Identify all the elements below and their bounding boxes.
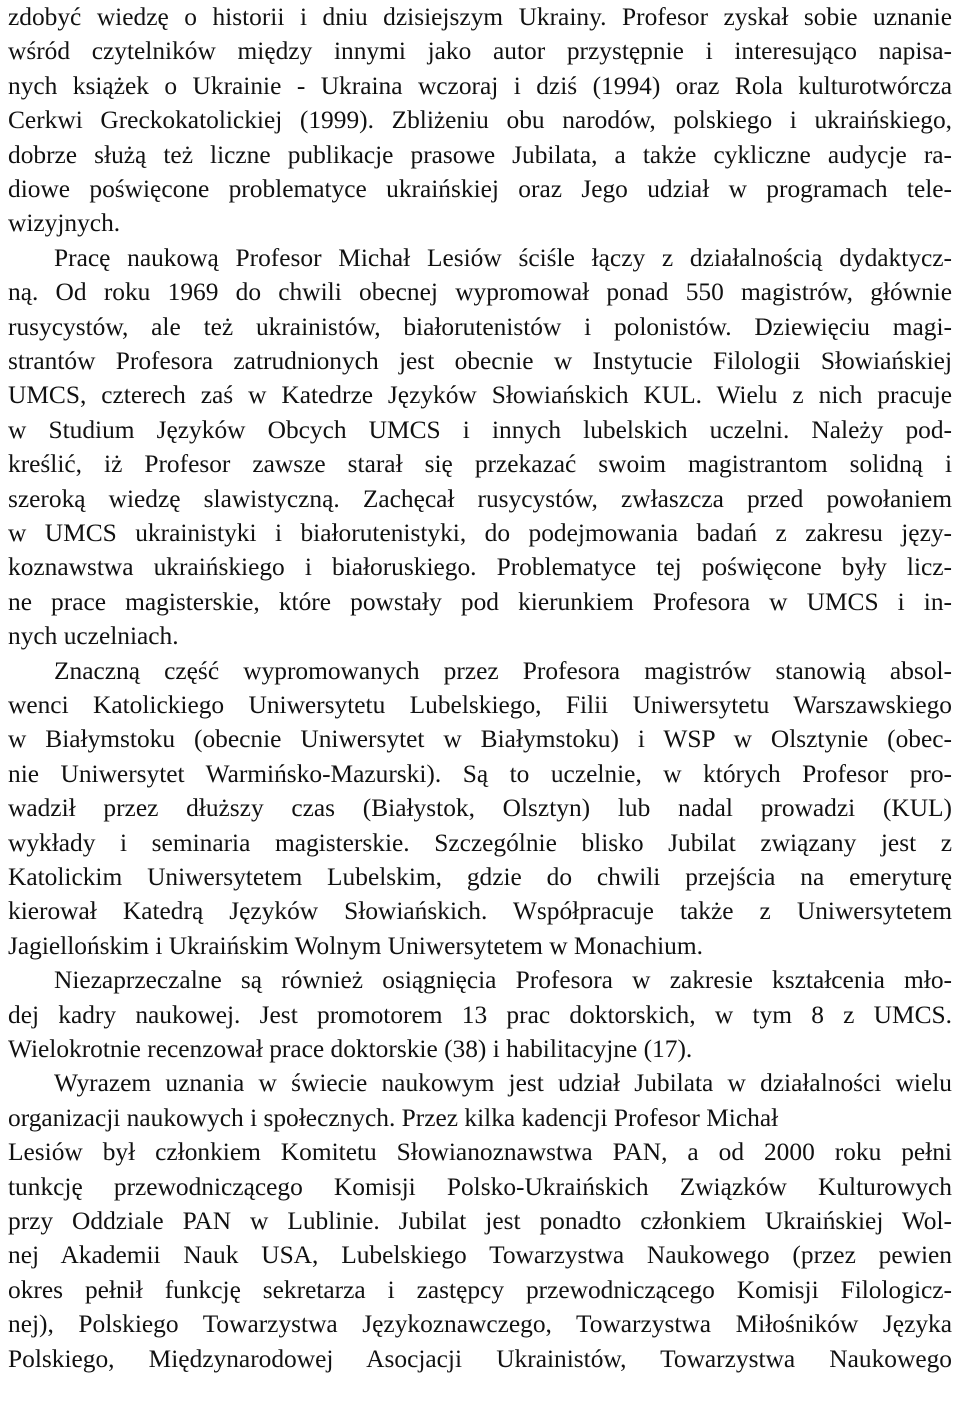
text-line: Jagiellońskim i Ukraińskim Wolnym Uniwersytetem w Monachium. <box>8 931 703 960</box>
text-line: wśród czytelników między innymi jako autor przystępnie i interesująco napisa- <box>8 37 952 66</box>
text-line: nie Uniwersytet Warmińsko-Mazurski). Są to uczelnie, w których Profesor pro- <box>8 759 952 788</box>
text-line: nych uczelniach. <box>8 622 179 651</box>
text-line: nej), Polskiego Towarzystwa Językoznawczego, Towarzystwa Miłośników Języka <box>8 1310 952 1339</box>
text-line: nych książek o Ukrainie - Ukraina wczoraj i dziś (1994) oraz Rola kulturotwórcza <box>8 71 952 100</box>
text-line: w Białymstoku (obecnie Uniwersytet w Białymstoku) i WSP w Olsztynie (obec- <box>8 725 952 754</box>
text-line: wenci Katolickiego Uniwersytetu Lubelskiego, Filii Uniwersytetu Warszawskiego <box>8 691 952 719</box>
text-line: Katolickim Uniwersytetem Lubelskim, gdzie do chwili przejścia na emeryturę <box>8 863 952 891</box>
text-line: w Studium Języków Obcych UMCS i innych lubelskich uczelni. Należy pod- <box>8 415 952 444</box>
text-line: diowe poświęcone problematyce ukraińskiej oraz Jego udział w programach tele- <box>8 175 952 203</box>
text-line: Wyrazem uznania w świecie naukowym jest udział Jubilata w działalności wielu <box>54 1069 952 1098</box>
text-line: okres pełnił funkcję sekretarza i zastępcy przewodniczącego Komisji Filologicz- <box>8 1275 952 1304</box>
text-line: rusycystów, ale też ukrainistów, białorutenistów i polonistów. Dziewięciu magi- <box>8 312 952 341</box>
text-line: Niezaprzeczalne są również osiągnięcia Profesora w zakresie kształcenia mło- <box>54 966 952 995</box>
text-line: szeroką wiedzę slawistyczną. Zachęcał rusycystów, zwłaszcza przed powołaniem <box>8 484 952 513</box>
text-line: koznawstwa ukraińskiego i białoruskiego. Problematyce tej poświęcone były licz- <box>8 553 952 582</box>
text-line: nej Akademii Nauk USA, Lubelskiego Towarzystwa Naukowego (przez pewien <box>8 1241 952 1270</box>
text-line: dej kadry naukowej. Jest promotorem 13 prac doktorskich, w tym 8 z UMCS. <box>8 1000 952 1029</box>
text-line: Cerkwi Greckokatolickiej (1999). Zbliżeniu obu narodów, polskiego i ukraińskiego, <box>8 106 952 135</box>
text-line: Polskiego, Międzynarodowej Asocjacji Ukrainistów, Towarzystwa Naukowego <box>8 1344 952 1373</box>
text-line: Lesiów był członkiem Komitetu Słowianoznawstwa PAN, a od 2000 roku pełni <box>8 1138 952 1167</box>
text-line: Wielokrotnie recenzował prace doktorskie (38) i habilitacyjne (17). <box>8 1035 693 1063</box>
text-line: ną. Od roku 1969 do chwili obecnej wypromował ponad 550 magistrów, głównie <box>8 278 952 307</box>
text-line: w UMCS ukrainistyki i białorutenistyki, do podejmowania badań z zakresu języ- <box>8 519 952 547</box>
text-line: organizacji naukowych i społecznych. Przez kilka kadencji Profesor Michał <box>8 1103 779 1132</box>
text-line: Pracę naukową Profesor Michał Lesiów ściśle łączy z działalnością dydaktycz- <box>54 243 952 272</box>
text-line: kierował Katedrą Języków Słowiańskich. Współpracuje także z Uniwersytetem <box>8 897 952 926</box>
text-line: wykłady i seminaria magisterskie. Szczególnie blisko Jubilat związany jest z <box>8 828 952 857</box>
text-line: wadził przez dłuższy czas (Białystok, Olsztyn) lub nadal prowadzi (KUL) <box>8 794 952 823</box>
text-line: tunkcję przewodniczącego Komisji Polsko-Ukraińskich Związków Kulturowych <box>8 1172 952 1201</box>
text-line: Znaczną część wypromowanych przez Profesora magistrów stanowią absol- <box>54 656 952 685</box>
text-line: UMCS, czterech zaś w Katedrze Języków Słowiańskich KUL. Wielu z nich pracuje <box>8 381 952 410</box>
text-line: wizyjnych. <box>8 209 121 238</box>
text-line: kreślić, iż Profesor zawsze starał się przekazać swoim magistrantom solidną i <box>8 450 952 479</box>
text-line: zdobyć wiedzę o historii i dniu dzisiejszym Ukrainy. Profesor zyskał sobie uznanie <box>8 3 952 31</box>
text-line: strantów Profesora zatrudnionych jest obecnie w Instytucie Filologii Słowiańskiej <box>8 347 952 375</box>
text-line: przy Oddziale PAN w Lublinie. Jubilat jest ponadto członkiem Ukraińskiej Wol- <box>8 1207 952 1235</box>
text-line: dobrze służą też liczne publikacje prasowe Jubilata, a także cykliczne audycje ra- <box>8 140 952 169</box>
text-line: ne prace magisterskie, które powstały pod kierunkiem Profesora w UMCS i in- <box>8 587 952 616</box>
